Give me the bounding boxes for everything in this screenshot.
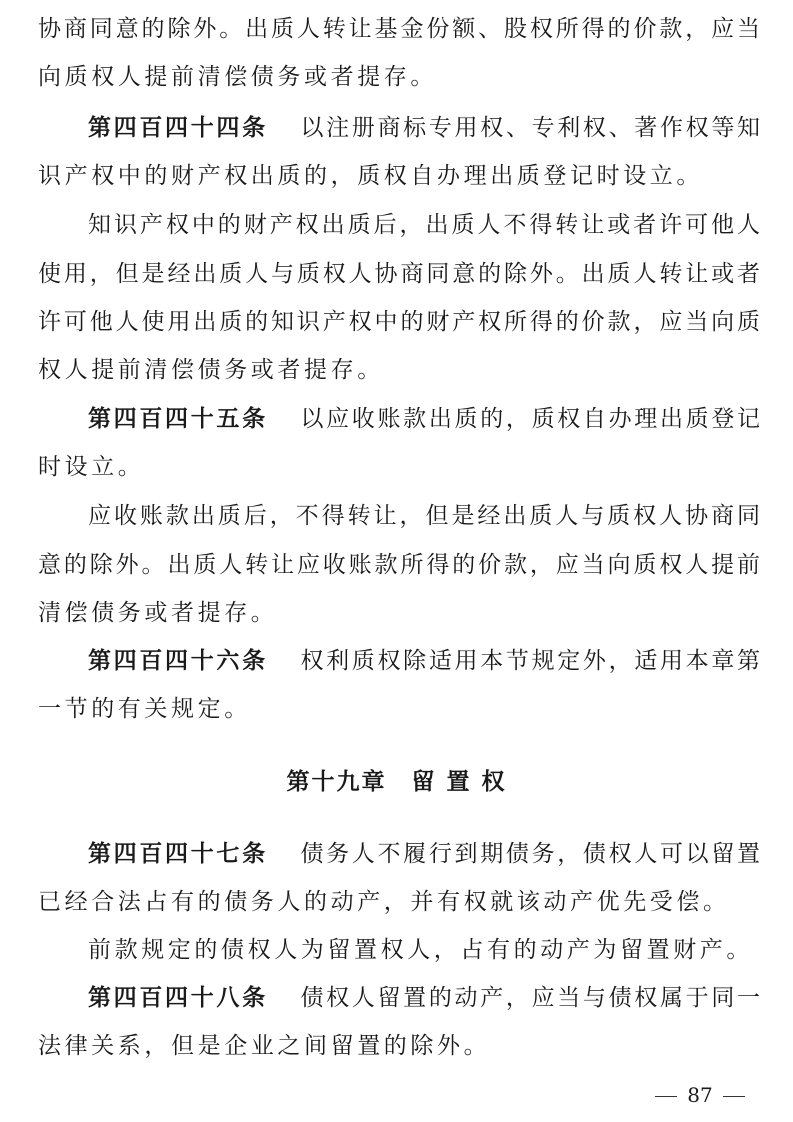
text-line	[38, 447, 760, 487]
text-line	[38, 882, 760, 922]
text-line	[88, 930, 760, 970]
line-text: 使用，但是经出质人与质权人协商同意的除外。出质人转让或者	[38, 261, 760, 287]
line-text: 法律关系，但是企业之间留置的除外。	[38, 1033, 491, 1059]
line-text: 协商同意的除外。出质人转让基金份额、股权所得的价款，应当	[38, 16, 760, 42]
line-text: 向质权人提前清偿债务或者提存。	[38, 64, 437, 90]
page-number	[640, 1080, 760, 1110]
line-text: 以应收账款出质的，质权自办理出质登记	[297, 406, 760, 432]
line-text: 权人提前清偿债务或者提存。	[38, 357, 384, 383]
line-text: 清偿债务或者提存。	[38, 600, 278, 626]
dash-right	[723, 1096, 745, 1097]
line-text: 已经合法占有的债务人的动产，并有权就该动产优先受偿。	[38, 889, 730, 915]
article-444	[88, 108, 760, 148]
line-text: 前款规定的债权人为留置权人，占有的动产为留置财产。	[88, 937, 753, 963]
line-text: 识产权中的财产权出质的，质权自办理出质登记时设立。	[38, 163, 703, 189]
text-line	[88, 205, 760, 245]
text-line	[38, 156, 760, 196]
text-line	[38, 302, 760, 342]
article-heading: 第四百四十四条	[88, 115, 268, 141]
text-line	[38, 350, 760, 390]
line-text: 应收账款出质后，不得转让，但是经出质人与质权人协商同	[88, 503, 760, 529]
article-446	[88, 641, 760, 681]
article-heading: 第四百四十五条	[88, 406, 268, 432]
article-heading: 第四百四十八条	[88, 985, 268, 1011]
article-heading: 第四百四十六条	[88, 648, 268, 674]
text-line	[38, 57, 760, 97]
line-text: 一节的有关规定。	[38, 696, 251, 722]
article-445	[88, 399, 760, 439]
line-text: 许可他人使用出质的知识产权中的财产权所得的价款，应当向质	[38, 309, 760, 335]
article-heading: 第四百四十七条	[88, 841, 268, 867]
text-line	[38, 1026, 760, 1066]
line-text: 债权人留置的动产，应当与债权属于同一	[297, 985, 760, 1011]
chapter-title: 第十九章 留 置 权	[286, 769, 507, 795]
article-447	[88, 834, 760, 874]
text-line	[38, 254, 760, 294]
page-number-value: 87	[687, 1083, 713, 1107]
line-text: 时设立。	[38, 454, 145, 480]
line-text: 知识产权中的财产权出质后，出质人不得转让或者许可他人	[88, 212, 760, 238]
line-text: 以注册商标专用权、专利权、著作权等知	[297, 115, 760, 141]
line-text: 意的除外。出质人转让应收账款所得的价款，应当向质权人提前	[38, 552, 760, 578]
text-line	[38, 545, 760, 585]
dash-left	[655, 1096, 677, 1097]
text-line	[38, 689, 760, 729]
article-448	[88, 978, 760, 1018]
text-line	[88, 496, 760, 536]
text-line	[38, 593, 760, 633]
line-text: 权利质权除适用本节规定外，适用本章第	[297, 648, 760, 674]
line-text: 债务人不履行到期债务，债权人可以留置	[297, 841, 760, 867]
text-line	[38, 9, 760, 49]
